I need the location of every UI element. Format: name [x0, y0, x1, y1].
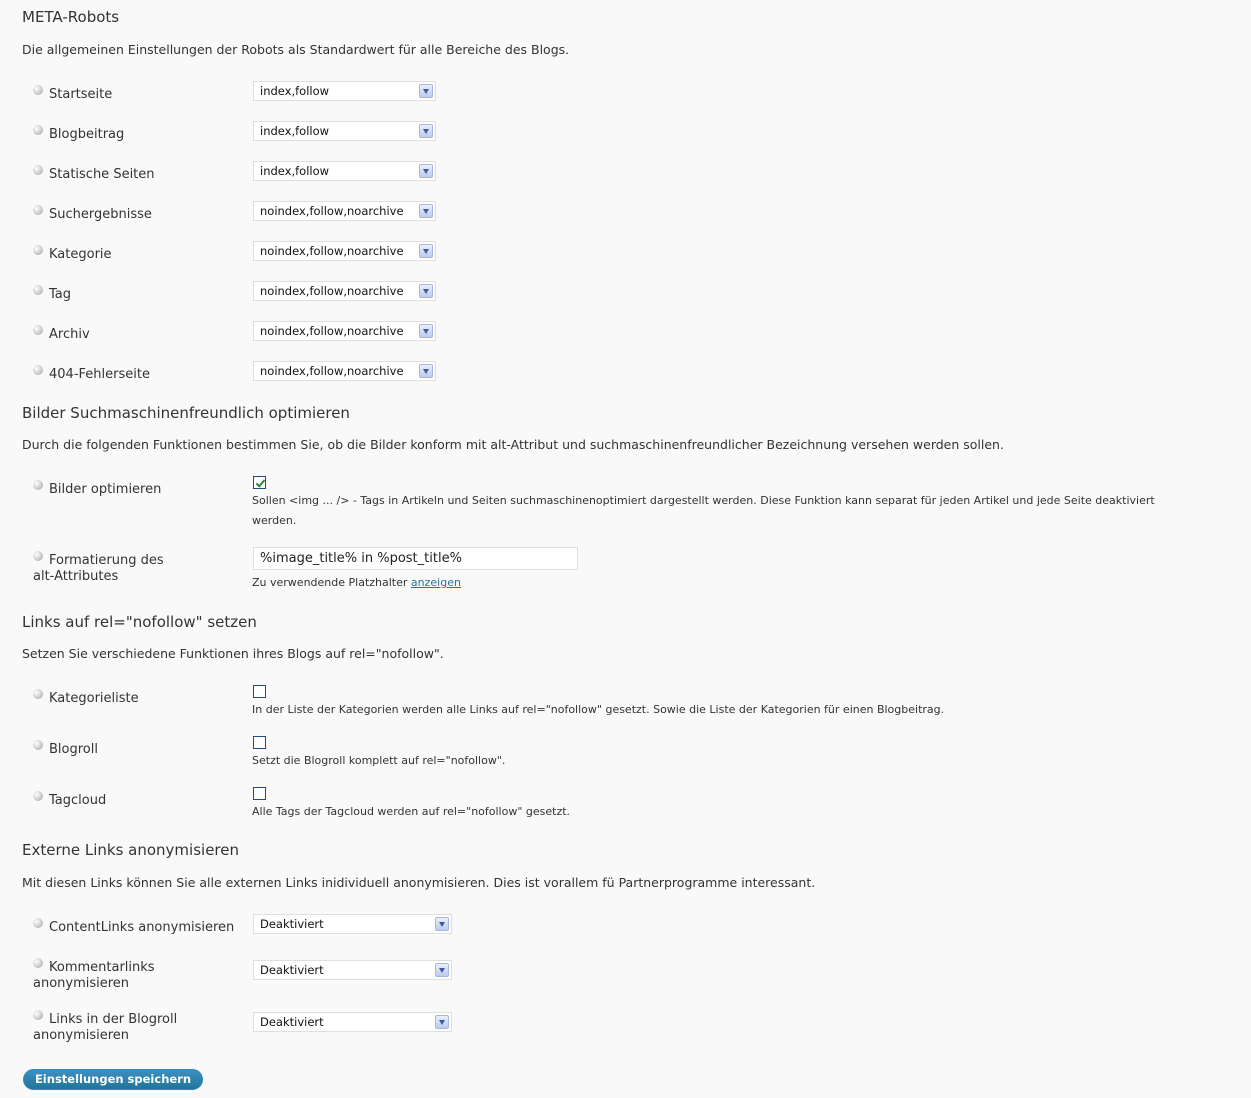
- blogroll-checkbox[interactable]: [253, 736, 266, 749]
- select-suchergebnisse[interactable]: noindex,follow,noarchive: [253, 201, 436, 221]
- section-title-robots: META-Robots: [22, 8, 120, 26]
- label-blogroll-links: Links in der Blogroll anonymisieren: [33, 1012, 178, 1043]
- chevron-down-icon: [419, 364, 433, 378]
- bilder-optimieren-checkbox[interactable]: [253, 476, 266, 489]
- label-blogbeitrag: Blogbeitrag: [33, 127, 124, 142]
- select-tag[interactable]: noindex,follow,noarchive: [253, 281, 436, 301]
- section-title-external: Externe Links anonymisieren: [22, 841, 239, 859]
- select-startseite[interactable]: index,follow: [253, 81, 436, 101]
- select-404-fehlerseite[interactable]: noindex,follow,noarchive: [253, 361, 436, 381]
- info-bullet-icon: [33, 1010, 43, 1020]
- select-contentlinks[interactable]: Deaktiviert: [253, 914, 452, 934]
- info-bullet-icon: [33, 165, 43, 175]
- label-suchergebnisse: Suchergebnisse: [33, 207, 152, 222]
- blogroll-hint: Setzt die Blogroll komplett auf rel="nofollow".: [252, 754, 506, 767]
- chevron-down-icon: [419, 324, 433, 338]
- info-bullet-icon: [33, 689, 43, 699]
- section-description-robots: Die allgemeinen Einstellungen der Robots als Standardwert für alle Bereiche des Blogs.: [22, 42, 570, 57]
- select-blogbeitrag[interactable]: index,follow: [253, 121, 436, 141]
- chevron-down-icon: [419, 164, 433, 178]
- chevron-down-icon: [435, 917, 449, 931]
- label-statische-seiten: Statische Seiten: [33, 167, 155, 182]
- section-title-nofollow: Links auf rel="nofollow" setzen: [22, 613, 257, 631]
- select-blogroll-links[interactable]: Deaktiviert: [253, 1012, 452, 1032]
- info-bullet-icon: [33, 125, 43, 135]
- section-title-images: Bilder Suchmaschinenfreundlich optimieren: [22, 404, 350, 422]
- label-alt-attribut: Formatierung des alt-Attributes: [33, 553, 164, 584]
- info-bullet-icon: [33, 285, 43, 295]
- label-404-fehlerseite: 404-Fehlerseite: [33, 367, 150, 382]
- label-kommentarlinks: Kommentarlinks anonymisieren: [33, 960, 155, 991]
- alt-attribut-hint: Zu verwendende Platzhalter anzeigen: [252, 576, 461, 589]
- chevron-down-icon: [419, 284, 433, 298]
- info-bullet-icon: [33, 480, 43, 490]
- label-tag: Tag: [33, 287, 71, 302]
- info-bullet-icon: [33, 245, 43, 255]
- save-settings-button[interactable]: Einstellungen speichern: [23, 1069, 203, 1090]
- chevron-down-icon: [435, 1015, 449, 1029]
- section-description-nofollow: Setzen Sie verschiedene Funktionen ihres Blogs auf rel="nofollow".: [22, 646, 444, 661]
- info-bullet-icon: [33, 791, 43, 801]
- chevron-down-icon: [419, 244, 433, 258]
- chevron-down-icon: [419, 124, 433, 138]
- info-bullet-icon: [33, 325, 43, 335]
- chevron-down-icon: [435, 963, 449, 977]
- select-kommentarlinks[interactable]: Deaktiviert: [253, 960, 452, 980]
- label-blogroll: Blogroll: [33, 742, 98, 757]
- info-bullet-icon: [33, 551, 43, 561]
- select-archiv[interactable]: noindex,follow,noarchive: [253, 321, 436, 341]
- chevron-down-icon: [419, 84, 433, 98]
- label-startseite: Startseite: [33, 87, 112, 102]
- alt-attribut-input[interactable]: %image_title% in %post_title%: [253, 547, 578, 570]
- tagcloud-hint: Alle Tags der Tagcloud werden auf rel="nofollow" gesetzt.: [252, 805, 571, 818]
- kategorieliste-hint: In der Liste der Kategorien werden alle Links auf rel="nofollow" gesetzt. Sowie die Liste der Kategorien für einen Blogbeitrag.: [252, 703, 945, 716]
- chevron-down-icon: [419, 204, 433, 218]
- kategorieliste-checkbox[interactable]: [253, 685, 266, 698]
- section-description-external: Mit diesen Links können Sie alle externen Links inidividuell anonymisieren. Dies ist vorallem fü Partnerprogramme interessant.: [22, 875, 816, 890]
- info-bullet-icon: [33, 918, 43, 928]
- label-kategorie: Kategorie: [33, 247, 112, 262]
- section-description-images: Durch die folgenden Funktionen bestimmen Sie, ob die Bilder konform mit alt-Attribut und suchmaschinenfreundlicher Bezeichnung versehen werden sollen.: [22, 437, 1004, 452]
- info-bullet-icon: [33, 205, 43, 215]
- info-bullet-icon: [33, 85, 43, 95]
- placeholder-show-link[interactable]: anzeigen: [410, 576, 461, 589]
- label-tagcloud: Tagcloud: [33, 793, 106, 808]
- label-kategorieliste: Kategorieliste: [33, 691, 139, 706]
- label-archiv: Archiv: [33, 327, 90, 342]
- label-bilder-optimieren: Bilder optimieren: [33, 482, 161, 497]
- info-bullet-icon: [33, 740, 43, 750]
- select-statische-seiten[interactable]: index,follow: [253, 161, 436, 181]
- label-contentlinks: ContentLinks anonymisieren: [33, 920, 234, 936]
- info-bullet-icon: [33, 958, 43, 968]
- tagcloud-checkbox[interactable]: [253, 787, 266, 800]
- bilder-optimieren-hint: Sollen <img ... /> - Tags in Artikeln und Seiten suchmaschinenoptimiert dargestellt werden. Diese Funktion kann separat für jeden Artikel und jede Seite deaktiviert werden.: [252, 494, 1155, 527]
- info-bullet-icon: [33, 365, 43, 375]
- select-kategorie[interactable]: noindex,follow,noarchive: [253, 241, 436, 261]
